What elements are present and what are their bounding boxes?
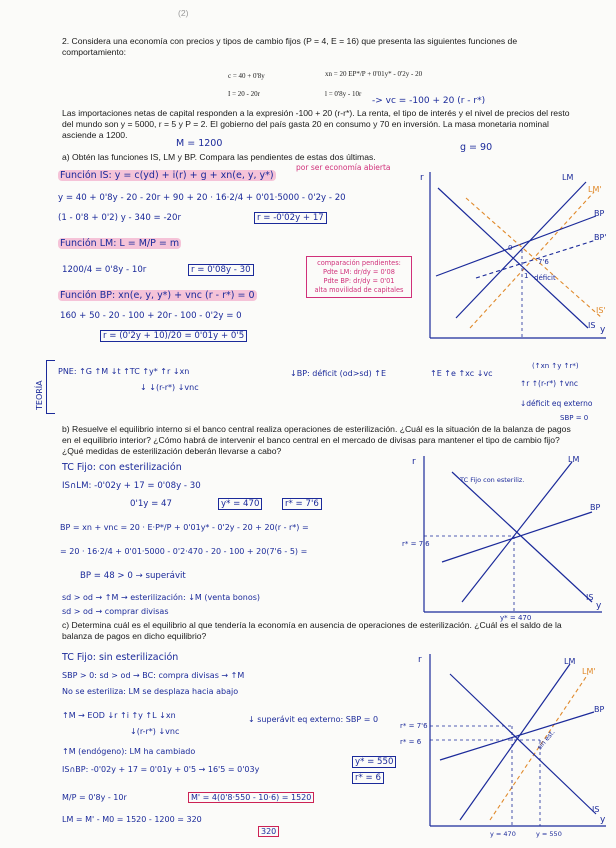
c-line-4: ↑M → EOD ↓r ↑i ↑y ↑L ↓xn [62, 711, 176, 720]
page-tag: (2) [178, 8, 189, 18]
c-line-10: LM = M' - M0 = 1520 - 1200 = 320 [62, 815, 202, 824]
graph-a-bp2-label: BP' [594, 233, 607, 242]
b-line-5: = 20 · 16·2/4 + 0'01·5000 - 0'2·470 - 20 - 100 + 20(7'6 - 5) = [60, 547, 308, 556]
graph-c-y-label: y [600, 815, 606, 825]
teoria-bracket [46, 360, 55, 414]
graph-b-note: TC Fijo con esteriliz. [460, 476, 525, 484]
b-line-3: 0'1y = 47 [130, 499, 172, 509]
fn-net-exports: xn = 20 EP*/P + 0'01y* - 0'2y - 20 [325, 70, 423, 78]
problem-intro: 2. Considera una economía con precios y tipos de cambio fijos (P = 4, E = 16) que presenta las siguientes funciones de comportamiento: [62, 36, 518, 57]
graph-a-is2-label: IS' [596, 306, 606, 315]
lm-result [188, 264, 254, 276]
graph-c-r1: r* = 7'6 [400, 722, 428, 730]
note-line-2: Pdte LM: dr/dy = 0'08 [323, 268, 395, 276]
fn-money-demand: l = 0'8y - 10r [325, 90, 362, 98]
b-y-star-text: y* = 470 [218, 498, 262, 510]
graph-a-lm-label: LM [562, 173, 574, 182]
b-line-4: BP = xn + vnc = 20 · E·P*/P + 0'01y* - 0'2y - 20 + 20(r - r*) = [60, 523, 309, 532]
fn-consumption: c = 40 + 0'8y [228, 72, 265, 80]
c-lm-delta-text: 320 [258, 826, 279, 837]
lm-title [58, 238, 181, 250]
c-line-1: TC Fijo: sin esterilización [62, 652, 179, 663]
graph-c-r-label: r [418, 655, 422, 665]
lm-result-text: r = 0'08y - 30 [188, 264, 254, 276]
bp-result-text: r = (0'2y + 10)/20 = 0'01y + 0'5 [100, 330, 247, 342]
bp-line: 160 + 50 - 20 - 100 + 20r - 100 - 0'2y = 0 [60, 311, 242, 321]
graph-a-bp-label: BP [594, 209, 605, 218]
c-m-result [188, 792, 314, 804]
part-c-question: c) Determina cuál es el equilibrio al que tendería la economía en ausencia de operaciones de esterilización. ¿Cuál es el saldo de la balanza de pagos en dicho equilibrio? [62, 620, 562, 641]
graph-c-lm-curve [460, 664, 570, 820]
graph-b-r-label: r [412, 457, 416, 467]
c-line-2: SBP > 0: sd > od → BC: compra divisas → ↑M [62, 671, 245, 680]
c-line-9: M/P = 0'8y - 10r [62, 793, 127, 802]
graph-b-r-star: r* = 7'6 [402, 540, 430, 548]
graph-b-bp-curve [442, 512, 592, 562]
graph-c-y2: y = 550 [536, 830, 562, 838]
graph-c-note: sin est. [535, 728, 557, 752]
part-a-question: a) Obtén las funciones IS, LM y BP. Compara las pendientes de estas dos últimas. [62, 152, 376, 162]
c-y-star-text: y* = 550 [352, 756, 396, 768]
b-line-1: TC Fijo: con esterilización [62, 462, 182, 473]
lm-line: 1200/4 = 0'8y - 10r [62, 265, 147, 275]
note-line-1: comparación pendientes: [317, 259, 401, 267]
b-line-8: sd > od → comprar divisas [62, 607, 169, 616]
is-line-2: (1 - 0'8 + 0'2) y - 340 = -20r [58, 213, 182, 223]
graph-b-bp-label: BP [590, 503, 601, 512]
graph-c-r2: r* = 6 [400, 738, 422, 746]
margin-note-g: g = 90 [460, 142, 493, 153]
c-line-6: ↓ superávit eq externo: SBP = 0 [248, 715, 379, 724]
b-line-6: BP = 48 > 0 → superávit [80, 571, 186, 581]
is-line-1: y = 40 + 0'8y - 20 - 20r + 90 + 20 · 16·2/4 + 0'01·5000 - 0'2y - 20 [58, 193, 346, 203]
b-r-star-text: r* = 7'6 [282, 498, 322, 510]
margin-note-m: M = 1200 [176, 138, 223, 149]
theory-line-8: SBP = 0 [560, 414, 589, 422]
bp-result [100, 330, 247, 342]
bp-title [58, 290, 257, 302]
lm-title-text: Función LM: L = M/P = m [60, 238, 180, 249]
bp-title-text: Función BP: xn(e, y, y*) + vnc (r - r*) = 0 [60, 290, 255, 301]
graph-b-y-star: y* = 470 [500, 614, 532, 622]
graph-c [400, 650, 610, 844]
theory-line-5: (↑xn ↑y ↑r*) [532, 362, 579, 370]
graph-a-point-1: 1 [524, 272, 529, 280]
graph-a-bp2-curve [476, 240, 596, 278]
c-y-star [352, 756, 396, 768]
b-y-star [218, 498, 262, 510]
is-annotation: por ser economía abierta [296, 163, 391, 172]
margin-note-vc: -> vc = -100 + 20 (r - r*) [372, 96, 486, 106]
graph-a-r-label: r [420, 173, 424, 183]
c-r-star-text: r* = 6 [352, 772, 384, 784]
c-line-8: IS∩BP: -0'02y + 17 = 0'01y + 0'5 → 16'5 = 0'03y [62, 765, 260, 774]
graph-a-r-value: 7'6 [538, 258, 549, 266]
theory-line-7: ↓déficit eq externo [520, 399, 593, 408]
c-line-5: ↓(r-r*) ↓vnc [130, 727, 180, 736]
theory-line-2: ↓ ↓(r-r*) ↓vnc [140, 383, 199, 392]
note-line-4: alta movilidad de capitales [314, 286, 404, 294]
problem-text: Las importaciones netas de capital responden a la expresión -100 + 20 (r-r*). La renta, el tipo de interés y el nivel de precios del resto del mundo son y = 5000, r = 5 y P = 2. El gobierno del país gasta 20 en consumo y 70 en inversión. La masa monetaria nominal asciende a 1200. [62, 108, 570, 140]
graph-b-lm-label: LM [568, 455, 580, 464]
graph-a-point-0: 0 [508, 244, 513, 252]
graph-c-bp-label: BP [594, 705, 605, 714]
graph-a [416, 168, 612, 348]
theory-line-1: PNE: ↑G ↑M ↓t ↑TC ↑y* ↑r ↓xn [58, 367, 190, 376]
c-lm-delta [258, 826, 279, 838]
graph-c-lm2-label: LM' [582, 667, 596, 676]
graph-c-is-label: IS [592, 805, 600, 814]
theory-line-6: ↑r ↑(r-r*) ↑vnc [520, 379, 579, 388]
c-line-3: No se esteriliza: LM se desplaza hacia abajo [62, 687, 239, 696]
fn-investment: I = 20 - 20r [228, 90, 260, 98]
theory-line-4: ↑E ↑e ↑xc ↓vc [430, 369, 493, 378]
b-r-star [282, 498, 322, 510]
graph-a-lm2-label: LM' [588, 185, 602, 194]
graph-b-is-curve [452, 472, 592, 602]
part-b-question: b) Resuelve el equilibrio interno si el banco central realiza operaciones de esterilización. ¿Cuál es la situación de la balanza de pagos en el equilibrio interior? ¿Cómo habrá de intervenir el banco central en el mercado de divisas para mantener el tipo de cambio fijo? ¿Qué medidas de esterilización deberán llevarse a cabo? [62, 424, 571, 456]
is-title-text: Función IS: y = c(yd) + i(r) + g + xn(e, y, y*) [60, 170, 274, 181]
graph-a-is-label: IS [588, 321, 596, 330]
is-result [254, 212, 327, 224]
note-line-3: Pdte BP: dr/dy = 0'01 [323, 277, 395, 285]
graph-c-y1: y = 470 [490, 830, 516, 838]
c-m-result-text: M' = 4(0'8·550 - 10·6) = 1520 [188, 792, 314, 803]
graph-b-y-label: y [596, 601, 602, 611]
graph-c-bp-curve [440, 712, 594, 760]
c-r-star [352, 772, 384, 784]
slope-comparison-note [306, 256, 412, 298]
is-title [58, 170, 276, 182]
b-line-7: sd > od → ↑M → esterilización: ↓M (venta bonos) [62, 593, 261, 602]
graph-b-is-label: IS [586, 593, 594, 602]
teoria-label: TEORÍA [35, 380, 44, 410]
b-line-2: IS∩LM: -0'02y + 17 = 0'08y - 30 [62, 481, 201, 491]
graph-a-bp-curve [436, 216, 596, 276]
is-result-text: r = -0'02y + 17 [254, 212, 327, 224]
graph-a-is-curve [438, 188, 588, 328]
graph-a-y-label: y [600, 325, 606, 335]
graph-c-lm-label: LM [564, 657, 576, 666]
graph-a-deficit-label: déficit [534, 274, 556, 282]
theory-line-3: ↓BP: déficit (od>sd) ↑E [290, 369, 387, 378]
graph-a-lm-curve [456, 182, 586, 318]
graph-b [402, 452, 606, 622]
c-line-7: ↑M (endógeno): LM ha cambiado [62, 747, 196, 756]
